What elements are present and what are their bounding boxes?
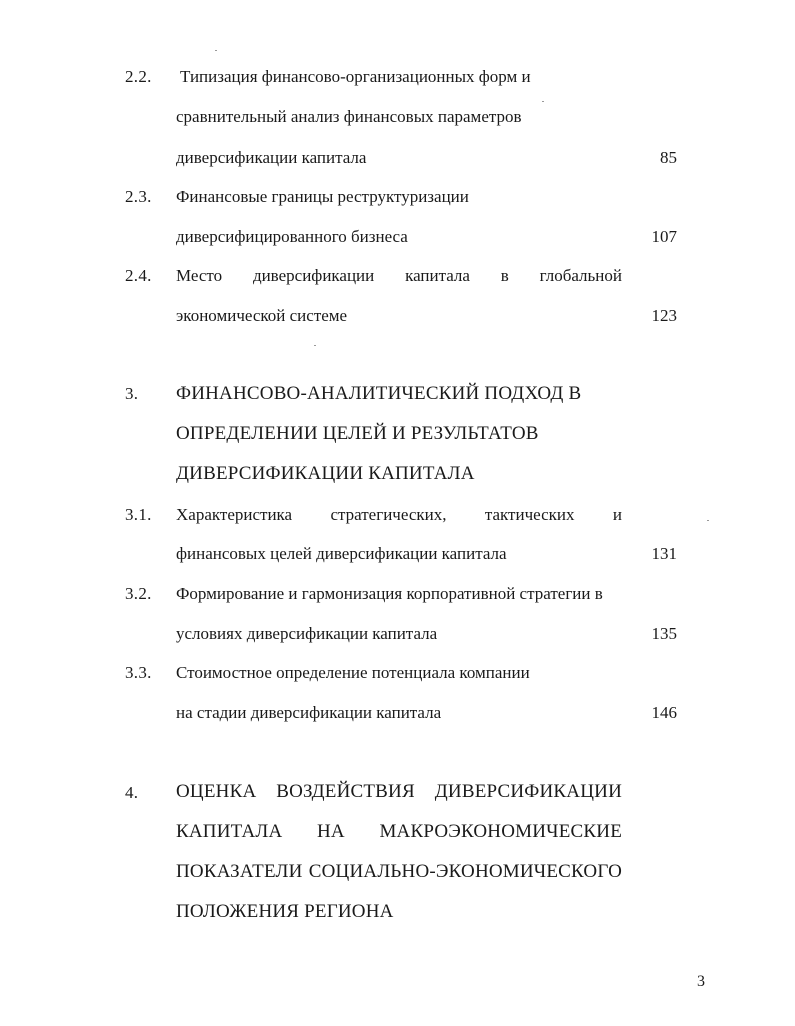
entry-page-number: 146 [651,703,677,722]
chapter-title-line-justified [176,861,622,883]
word: КАПИТАЛА [176,821,283,842]
entry-number: 2.2. [125,67,152,86]
word: ВОЗДЕЙСТВИЯ [276,781,415,802]
entry-page-number: 135 [651,624,677,643]
chapter-title-line-justified [176,821,622,843]
word: СОЦИАЛЬНО-ЭКОНОМИЧЕСКОГО [308,861,622,882]
entry-title-line: Формирование и гармонизация корпоративной стратегии в [176,584,603,603]
scan-speck [707,520,709,521]
word: в [500,266,509,285]
entry-title-line: экономической системе [176,306,348,325]
entry-number: 3.3. [125,663,152,682]
word: диверсификации [252,266,375,285]
entry-page-number: 85 [660,148,677,167]
entry-page-number: 131 [651,544,677,563]
chapter-number: 3. [125,384,139,403]
entry-number: 2.4. [125,266,152,285]
chapter-title-line: ПОЛОЖЕНИЯ РЕГИОНА [176,901,394,922]
scan-speck [314,345,316,346]
entry-number: 3.1. [125,505,152,524]
entry-title-line: финансовых целей диверсификации капитала [176,544,507,563]
word: ОЦЕНКА [176,781,257,802]
word: Место [176,266,223,285]
page-folio: 3 [697,973,705,990]
chapter-title-line: ФИНАНСОВО-АНАЛИТИЧЕСКИЙ ПОДХОД В [176,383,582,404]
entry-title-line: условиях диверсификации капитала [176,624,438,643]
entry-title-line-justified [176,505,622,525]
word: МАКРОЭКОНОМИЧЕСКИЕ [379,821,622,842]
chapter-number: 4. [125,783,139,802]
word: капитала [405,266,470,285]
entry-title-line: на стадии диверсификации капитала [176,703,442,722]
word: ДИВЕРСИФИКАЦИИ [434,781,622,802]
entry-page-number: 107 [651,227,677,246]
entry-number: 2.3. [125,187,152,206]
entry-number: 3.2. [125,584,152,603]
entry-page-number: 123 [651,306,677,325]
entry-title-line: диверсифицированного бизнеса [176,227,408,246]
word: НА [317,821,345,842]
word: тактических [484,505,575,524]
chapter-title-line-justified [176,781,622,803]
entry-title-line: диверсификации капитала [176,148,367,167]
entry-title-line: Финансовые границы реструктуризации [176,187,469,206]
entry-title-line: Стоимостное определение потенциала компании [176,663,530,682]
chapter-title-line: ОПРЕДЕЛЕНИИ ЦЕЛЕЙ И РЕЗУЛЬТАТОВ [176,423,539,444]
word: стратегических, [330,505,447,524]
entry-title-line: сравнительный анализ финансовых параметров [176,107,522,126]
entry-title-line-justified [176,266,622,286]
word: Характеристика [176,505,293,524]
word: ПОКАЗАТЕЛИ [176,861,303,882]
scan-speck [542,101,544,102]
chapter-title-line: ДИВЕРСИФИКАЦИИ КАПИТАЛА [176,463,475,484]
word: глобальной [539,266,622,285]
scan-speck [215,50,217,51]
entry-title-line: Типизация финансово-организационных форм и [180,67,531,86]
word: и [612,505,622,524]
